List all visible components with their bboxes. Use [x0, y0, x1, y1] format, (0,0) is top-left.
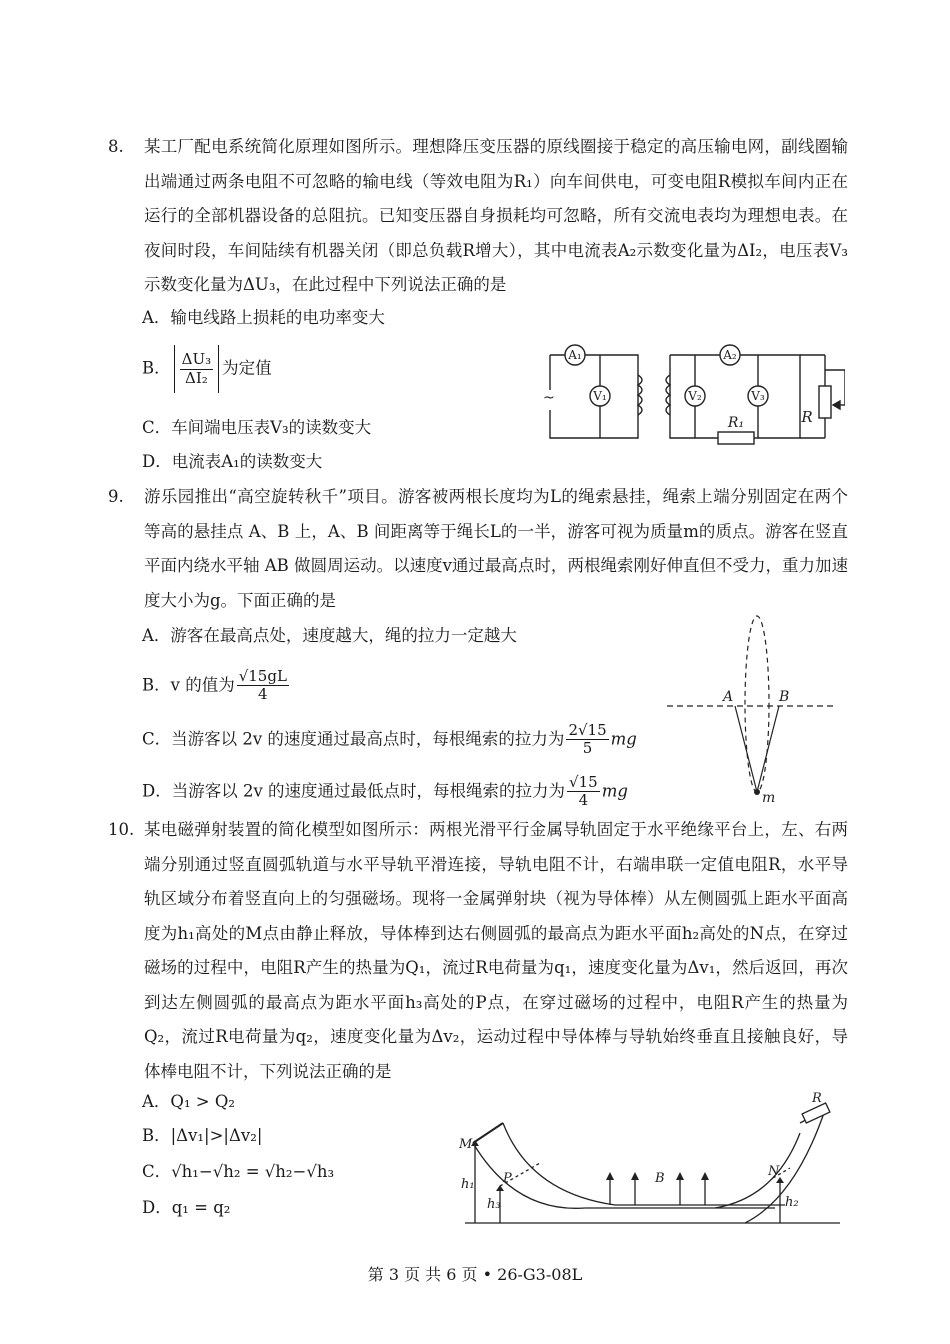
- question-number: 10.: [108, 820, 135, 839]
- passenger-point: [754, 789, 760, 795]
- option-a: A．输电线路上损耗的电功率变大: [142, 308, 385, 327]
- height-h1-label: h₁: [461, 1177, 475, 1192]
- resistor-r-label: R: [801, 408, 813, 426]
- point-n-label: N: [768, 1164, 780, 1179]
- question-number: 9.: [108, 487, 124, 506]
- fraction-numerator: 2√15: [568, 721, 607, 739]
- question-stem: 某电磁弹射装置的简化模型如图所示：两根光滑平行金属导轨固定于水平绝缘平台上，左、右两端分别通过竖直圆弧轨道与水平导轨平滑连接，导轨电阻不计，右端串联一定值电阻R，水平导轨区域分布着竖直向上的匀强磁场。现将一金属弹射块（视为导体棒）从左侧圆弧上距水平面高度为h₁高处的M点由静止释放，导体棒到达右侧圆弧的最高点为距水平面h₂高处的N点，在穿过磁场的过程中，电阻R产生的热量为Q₁，流过R电荷量为q₁，速度变化量为Δv₁，然后返回，再次到达左侧圆弧的最高点为距水平面h₃高处的P点，在穿过磁场的过程中，电阻R产生的热量为Q₂，流过R电荷量为q₂，速度变化量为Δv₂，运动过程中导体棒与导轨始终垂直且接触良好，导体棒电阻不计，下列说法正确的是: [144, 820, 848, 1081]
- rail-diagram: [455, 1088, 845, 1228]
- option-suffix: 为定值: [222, 358, 272, 378]
- swing-diagram: [665, 612, 840, 807]
- question-number: 8.: [108, 137, 124, 156]
- question-9: [108, 480, 848, 618]
- fraction-numerator: √15: [569, 773, 598, 791]
- ac-source-icon: ~: [543, 390, 555, 406]
- question-stem: 某工厂配电系统简化原理如图所示。理想降压变压器的原线圈接于稳定的高压输电网，副线圈输出端通过两条电阻不可忽略的输电线（等效电阻为R₁）向车间供电，可变电阻R模拟车间内正在运行的全部机器设备的总阻抗。已知变压器自身损耗均可忽略，所有交流电表均为理想电表。在夜间时段，车间陆续有机器关闭（即总负载R增大），其中电流表A₂示数变化量为ΔI₂，电压表V₃示数变化量为ΔU₃，在此过程中下列说法正确的是: [144, 137, 848, 294]
- fraction: [237, 668, 289, 704]
- option-b: B．|Δv₁|>|Δv₂|: [142, 1126, 263, 1145]
- point-m-label: M: [459, 1137, 473, 1152]
- voltmeter-v3: V₃: [751, 389, 765, 403]
- option-suffix: mg: [610, 729, 637, 749]
- option-b: [142, 668, 291, 704]
- height-h2-label: h₂: [785, 1195, 799, 1210]
- voltmeter-v1: V₁: [593, 389, 607, 403]
- abs-fraction: [171, 345, 223, 393]
- fraction-numerator: ΔU₃: [181, 350, 212, 369]
- option-suffix: mg: [601, 781, 628, 801]
- fraction-denominator: 5: [582, 739, 593, 758]
- option-d: D．q₁ = q₂: [142, 1198, 231, 1217]
- fraction: [567, 774, 600, 810]
- option-d: D．电流表A₁的读数变大: [142, 452, 323, 471]
- option-a: A．游客在最高点处，速度越大，绳的拉力一定越大: [142, 626, 517, 645]
- question-stem: 游乐园推出“高空旋转秋千”项目。游客被两根长度均为L的绳索悬挂，绳索上端分别固定在两个等高的悬挂点 A、B 上，A、B 间距离等于绳长L的一半，游客可视为质量m的质点。游客在竖直平面内绕水平轴 AB 做圆周运动。以速度v通过最高点时，两根绳索刚好伸直但不受力，重力加速度大小为g。下面正确的是: [144, 487, 848, 610]
- mass-label: m: [762, 790, 776, 806]
- point-p-label: P: [503, 1171, 512, 1186]
- circuit-diagram: [540, 340, 845, 445]
- fraction-denominator: ΔI₂: [185, 368, 208, 387]
- resistor-r1-label: R₁: [727, 415, 745, 431]
- option-prefix: B．v 的值为: [142, 675, 235, 695]
- fraction: [566, 722, 608, 758]
- fraction-numerator: √15gL: [238, 667, 287, 685]
- option-a: A．Q₁ > Q₂: [142, 1092, 236, 1111]
- resistor-r-label: R: [812, 1091, 822, 1106]
- field-b-label: B: [655, 1171, 665, 1186]
- page-footer: 第 3 页 共 6 页 • 26-G3-08L: [367, 1265, 583, 1284]
- option-prefix: C．当游客以 2v 的速度通过最高点时，每根绳索的拉力为: [142, 729, 565, 749]
- option-prefix: D．当游客以 2v 的速度通过最低点时，每根绳索的拉力为: [142, 781, 566, 801]
- fraction-denominator: 4: [578, 791, 589, 810]
- fraction-denominator: 4: [258, 685, 268, 704]
- ammeter-a1: A₁: [568, 348, 582, 362]
- ammeter-a2: A₂: [723, 348, 737, 362]
- option-label: B．: [142, 358, 171, 378]
- option-b: [142, 345, 272, 393]
- question-10: [108, 813, 848, 1089]
- option-d: [142, 774, 628, 810]
- height-h3-label: h₃: [487, 1197, 501, 1212]
- question-8: [108, 130, 848, 303]
- voltmeter-v2: V₂: [688, 389, 702, 403]
- option-c: C．√h₁−√h₂ = √h₂−√h₃: [142, 1162, 335, 1181]
- option-c: [142, 722, 637, 758]
- option-c: C．车间端电压表V₃的读数变大: [142, 418, 372, 437]
- point-a-label: A: [723, 689, 734, 705]
- point-b-label: B: [779, 689, 790, 705]
